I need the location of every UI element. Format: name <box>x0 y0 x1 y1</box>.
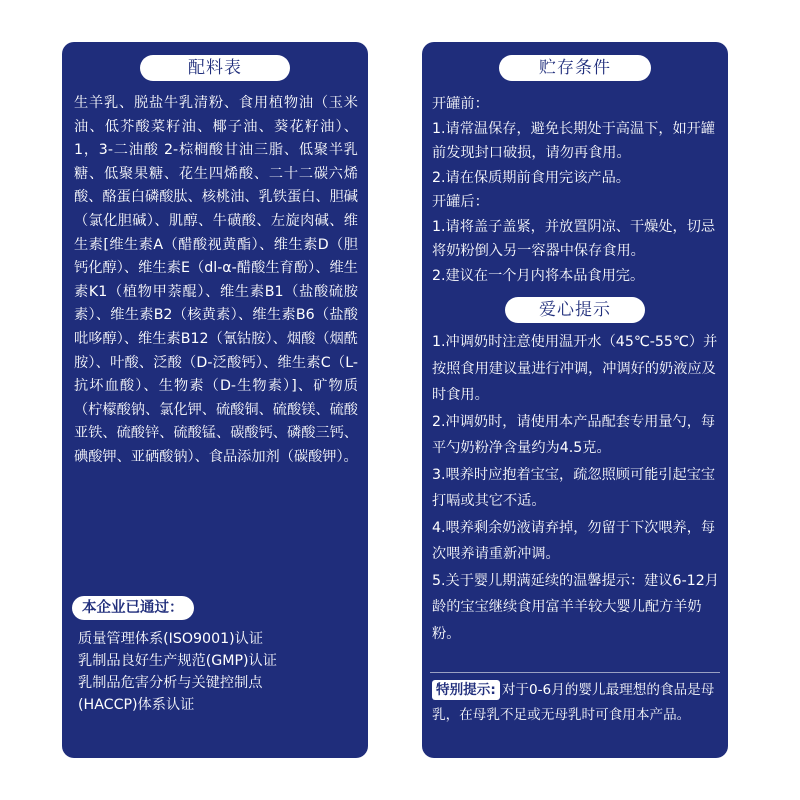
certification-item: 乳制品良好生产规范(GMP)认证 <box>78 653 277 669</box>
certification-item: 乳制品危害分析与关键控制点 <box>78 675 263 691</box>
storage-line: 开罐后： <box>432 194 489 210</box>
storage-line: 2.请在保质期前食用完该产品。 <box>432 169 630 186</box>
care-tips <box>432 329 724 647</box>
storage-tips-card <box>422 42 728 758</box>
ingredients-card <box>62 42 368 758</box>
special-notice <box>432 678 724 728</box>
storage-line: 开罐前： <box>432 96 489 112</box>
special-notice-text: 对于0-6月的婴儿最理想的食品是母乳，在母乳不足或无母乳时可食用本产品。 <box>432 682 715 723</box>
certification-title: 本企业已通过： <box>72 596 194 620</box>
ingredients-text: 生羊乳、脱盐牛乳清粉、食用植物油（玉米油、低芥酸菜籽油、椰子油、葵花籽油）、1，3-二油酸 2-棕榈酸甘油三脂、低聚半乳糖、低聚果糖、花生四烯酸、二十二碳六烯酸、酪蛋白磷酸肽、核桃油、乳铁蛋白、胆碱（氯化胆碱）、肌醇、牛磺酸、左旋肉碱、维生素[维生素A（醋酸视黄酯）、维生素D（胆钙化醇）、维生素E（dl-α-醋酸生育酚）、维生素K1（植物甲萘醌）、维生素B1（盐酸硫胺素）、维生素B2（核黄素）、维生素B6（盐酸吡哆醇）、维生素B12（氰钴胺）、烟酸（烟酰胺）、叶酸、泛酸（D-泛酸钙）、维生素C（L-抗坏血酸）、生物素（D-生物素）]、矿物质（柠檬酸钠、氯化钾、硫酸铜、硫酸镁、硫酸亚铁、硫酸锌、硫酸锰、碳酸钙、磷酸三钙、碘酸钾、亚硒酸钠）、食品添加剂（碳酸钾）。 <box>74 95 358 465</box>
storage-title: 贮存条件 <box>499 55 651 81</box>
tip-line: 4.喂养剩余奶液请弃掉，勿留于下次喂养，每次喂养请重新冲调。 <box>432 519 716 562</box>
special-notice-tag: 特别提示: <box>432 680 500 700</box>
tips-title: 爱心提示 <box>505 297 645 323</box>
ingredients-title: 配料表 <box>140 55 290 81</box>
tip-line: 2.冲调奶时，请使用本产品配套专用量勺，每平勺奶粉净含量约为4.5克。 <box>432 413 716 456</box>
tip-line: 3.喂养时应抱着宝宝，疏忽照顾可能引起宝宝打嗝或其它不适。 <box>432 466 716 509</box>
divider <box>430 672 720 673</box>
certification-item: 质量管理体系(ISO9001)认证 <box>78 631 264 647</box>
certification-item: (HACCP)体系认证 <box>78 697 195 713</box>
storage-line: 1.请将盖子盖紧，并放置阴凉、干燥处，切忌将奶粉倒入另一容器中保存食用。 <box>432 218 716 259</box>
storage-line: 1.请常温保存，避免长期处于高温下，如开罐前发现封口破损，请勿再食用。 <box>432 120 716 161</box>
certification-list <box>78 628 358 716</box>
tip-line: 5.关于婴儿期满延续的温馨提示：建议6-12月龄的宝宝继续食用富羊羊较大婴儿配方羊奶粉。 <box>432 572 719 642</box>
storage-line: 2.建议在一个月内将本品食用完。 <box>432 267 645 284</box>
storage-conditions <box>432 92 724 288</box>
tip-line: 1.冲调奶时注意使用温开水（45℃-55℃）并按照食用建议量进行冲调，冲调好的奶液应及时食用。 <box>432 334 718 403</box>
